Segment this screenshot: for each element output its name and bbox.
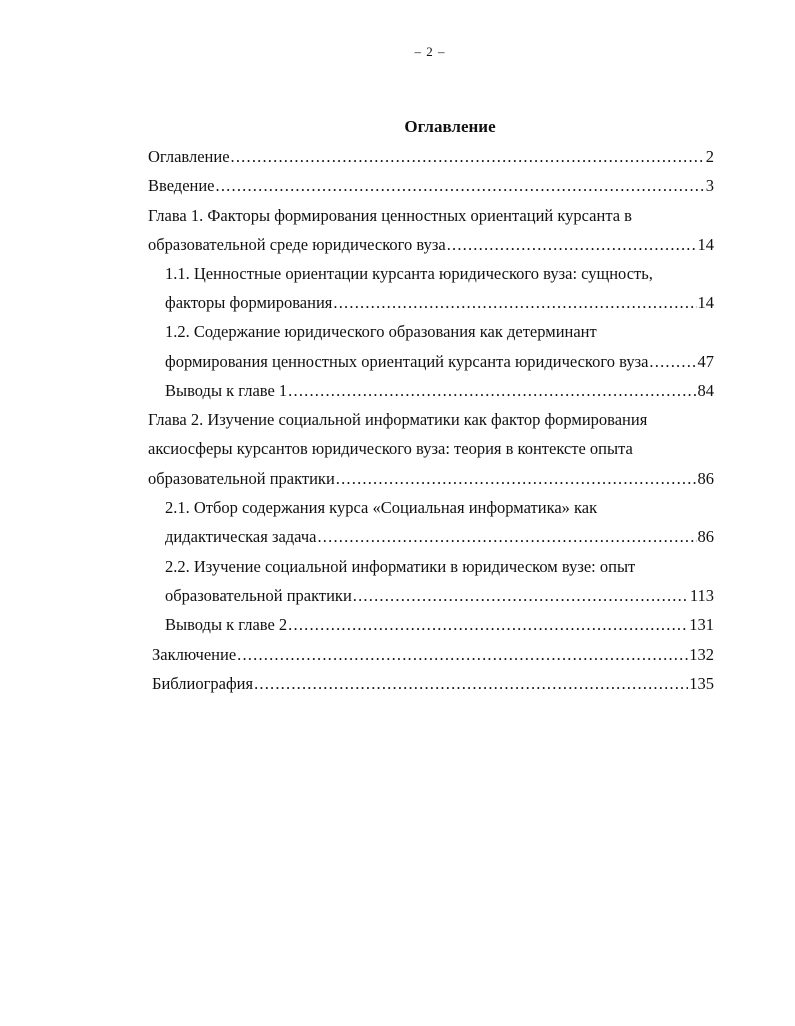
toc-entry-text: дидактическая задача: [165, 527, 317, 546]
toc-entry-text: Введение: [148, 176, 215, 195]
toc-entry[interactable]: [148, 467, 714, 491]
toc-entry[interactable]: [165, 291, 714, 315]
leader-dots: [288, 379, 696, 403]
toc-entry-text: Выводы к главе 2: [165, 615, 288, 634]
toc-title: Оглавление: [404, 117, 496, 136]
leader-dots: [254, 672, 688, 696]
toc-entry[interactable]: [165, 350, 714, 374]
toc-entry-text: образовательной практики: [165, 586, 352, 605]
toc-entry-text: Заключение: [152, 645, 237, 664]
toc-page-number: 14: [697, 235, 714, 254]
toc-entry-text: Библиография: [152, 674, 254, 693]
toc-entry-line[interactable]: 1.2. Содержание юридического образования как детерминант: [165, 322, 597, 341]
toc-page-number: 86: [697, 527, 714, 546]
leader-dots: [649, 350, 696, 374]
leader-dots: [333, 291, 696, 315]
toc-page-number: 84: [697, 381, 714, 400]
toc-entry[interactable]: [165, 613, 714, 637]
toc-entry-line[interactable]: Глава 2. Изучение социальной информатики как фактор формирования: [148, 410, 648, 429]
toc-entry-text: формирования ценностных ориентаций курсанта юридического вуза: [165, 352, 649, 371]
toc-page-number: 86: [697, 469, 714, 488]
toc-entry-line[interactable]: 1.1. Ценностные ориентации курсанта юридического вуза: сущность,: [165, 264, 653, 283]
toc-page-number: 113: [689, 586, 714, 605]
toc-entry-line[interactable]: аксиосферы курсантов юридического вуза: теория в контексте опыта: [148, 439, 633, 458]
toc-entry-text: Выводы к главе 1: [165, 381, 288, 400]
toc-entry[interactable]: [165, 584, 714, 608]
leader-dots: [353, 584, 689, 608]
toc-page-number: 131: [689, 615, 714, 634]
toc-entry-line[interactable]: Глава 1. Факторы формирования ценностных ориентаций курсанта в: [148, 206, 632, 225]
page-number: – 2 –: [414, 44, 446, 59]
toc-page-number: 47: [697, 352, 714, 371]
toc-entry[interactable]: [148, 145, 714, 169]
toc-entry-text: образовательной практики: [148, 469, 335, 488]
toc-entry[interactable]: [165, 379, 714, 403]
toc-page-number: 14: [697, 293, 714, 312]
leader-dots: [216, 174, 705, 198]
toc-entry[interactable]: [148, 174, 714, 198]
leader-dots: [231, 145, 705, 169]
leader-dots: [237, 643, 688, 667]
toc-page-number: 2: [705, 147, 714, 166]
leader-dots: [288, 613, 688, 637]
toc-page-number: 132: [689, 645, 714, 664]
leader-dots: [317, 525, 696, 549]
toc-entry-line[interactable]: 2.2. Изучение социальной информатики в юридическом вузе: опыт: [165, 557, 636, 576]
leader-dots: [336, 467, 697, 491]
toc-entry[interactable]: [148, 233, 714, 257]
toc-entry-text: образовательной среде юридического вуза: [148, 235, 446, 254]
toc-entry-line[interactable]: 2.1. Отбор содержания курса «Социальная информатика» как: [165, 498, 598, 517]
toc-page-number: 135: [689, 674, 714, 693]
toc-entry[interactable]: [152, 643, 714, 667]
toc-entry-text: факторы формирования: [165, 293, 333, 312]
toc-entry-text: Оглавление: [148, 147, 230, 166]
leader-dots: [447, 233, 697, 257]
toc-page-number: 3: [705, 176, 714, 195]
toc-entry[interactable]: [152, 672, 714, 696]
toc-entry[interactable]: [165, 525, 714, 549]
